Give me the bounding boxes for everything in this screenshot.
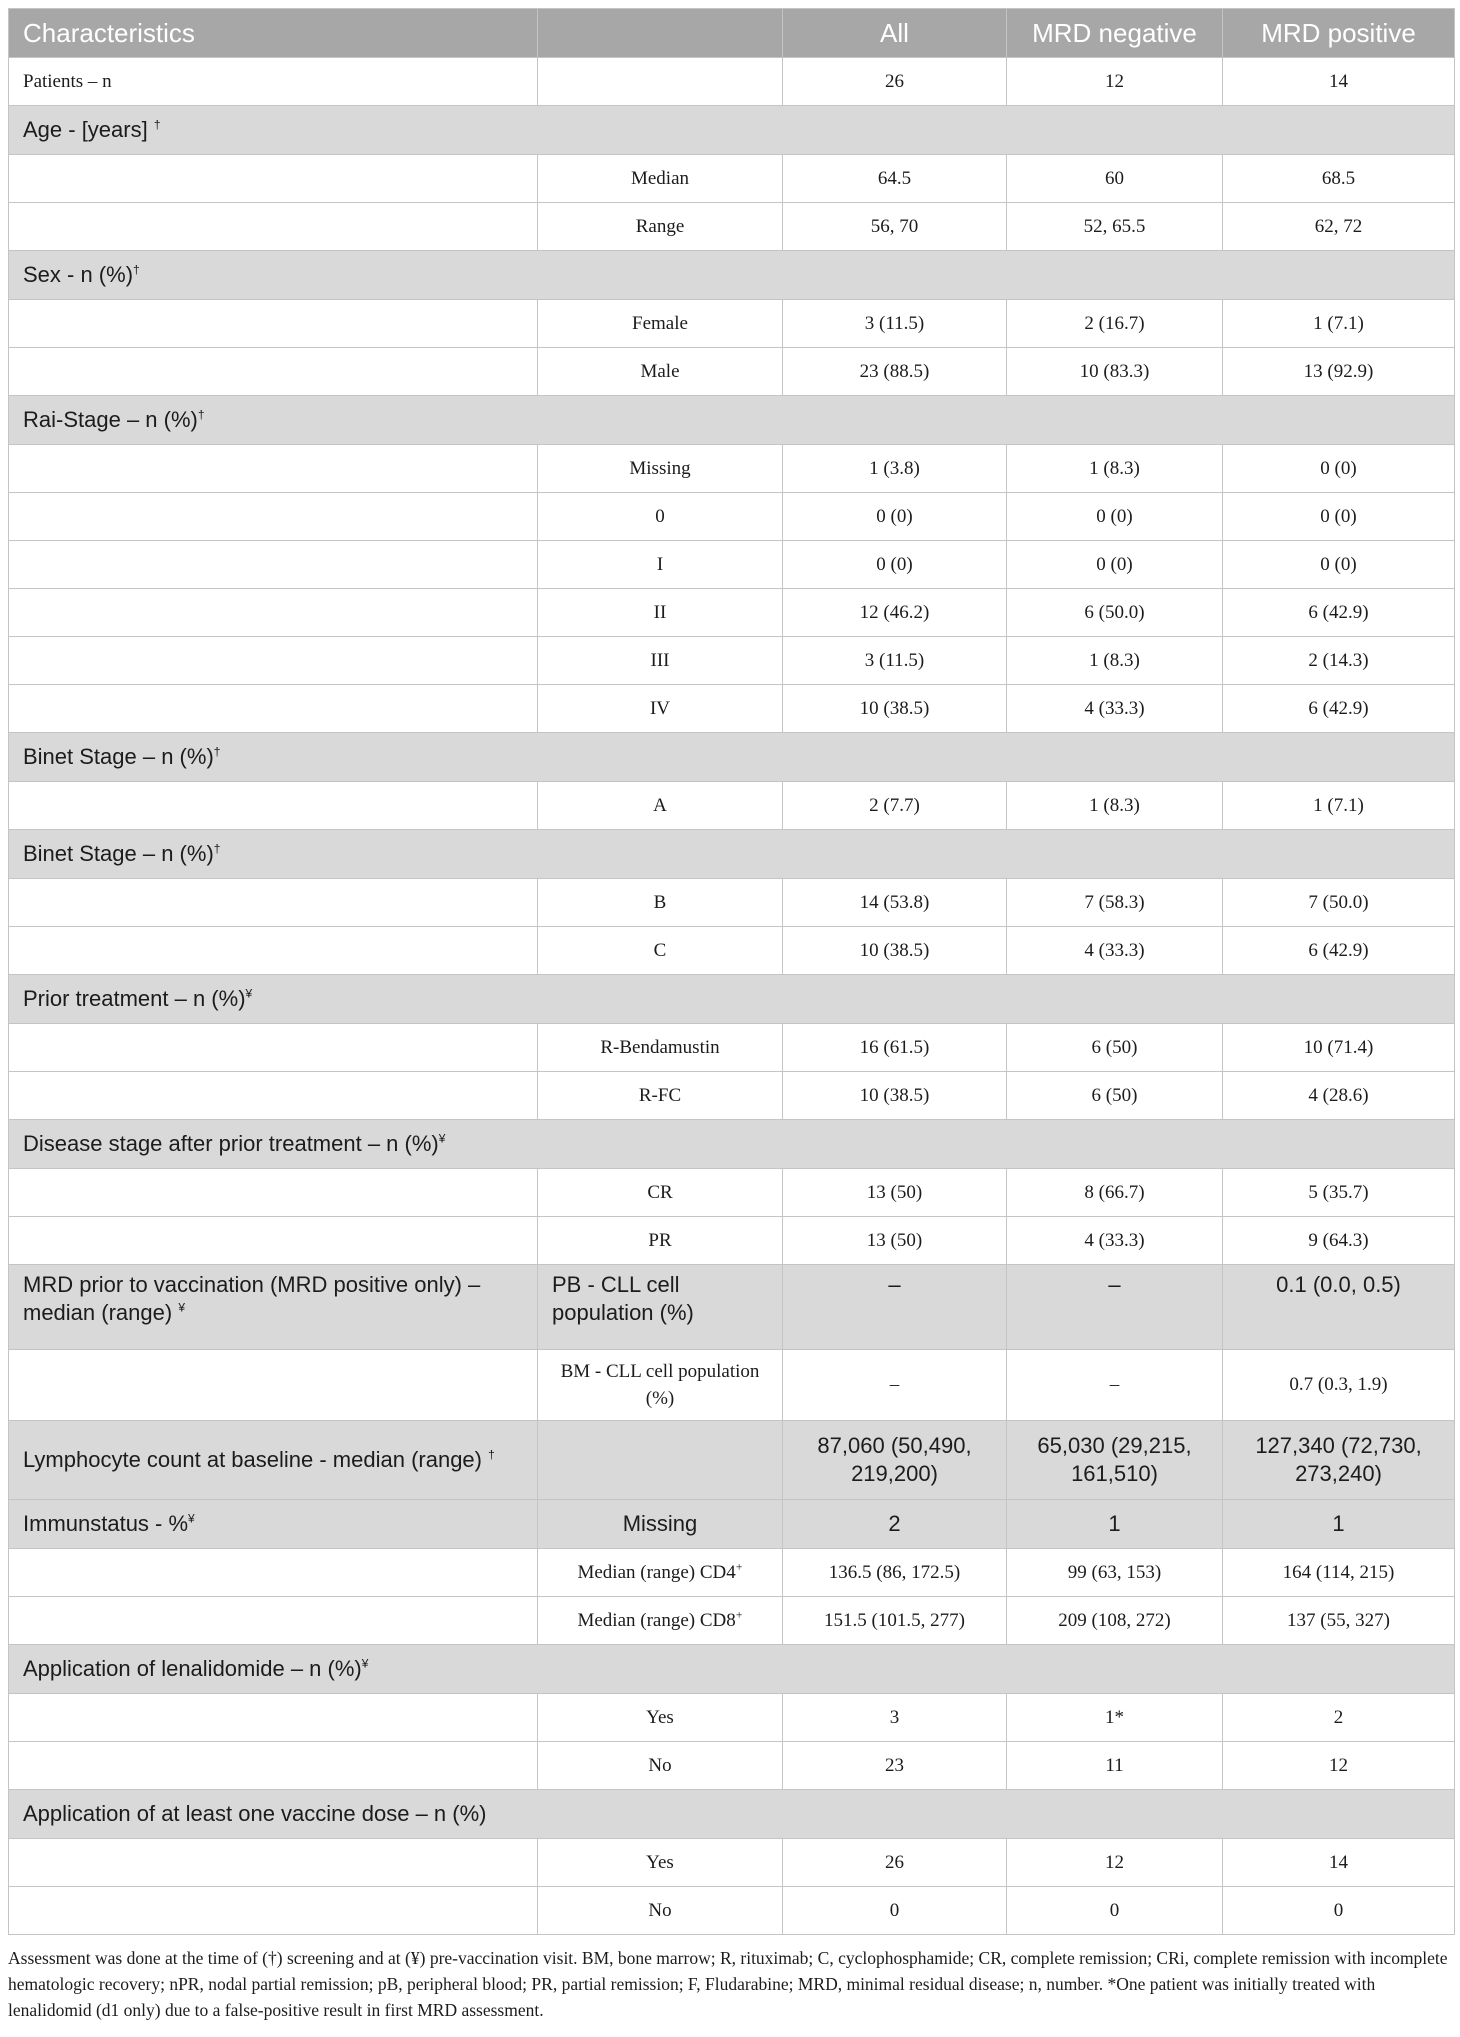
lymphocyte-all: 87,060 (50,490, 219,200) [783,1421,1007,1500]
lymphocyte-label: Lymphocyte count at baseline - median (range) † [9,1421,538,1500]
immunstatus-cd4-all: 136.5 (86, 172.5) [783,1549,1007,1597]
row-subcategory: No [538,1887,783,1935]
column-header-subcategory [538,9,783,58]
row-mrd-negative-value: 6 (50) [1007,1024,1223,1072]
row-subcategory: IV [538,685,783,733]
row-mrd-positive-value: 12 [1223,1742,1455,1790]
immunstatus-label: Immunstatus - %¥ [9,1500,538,1549]
row-mrd-positive-value: 1 (7.1) [1223,782,1455,830]
row-mrd-negative-value: 1* [1007,1694,1223,1742]
row-mrd-negative-value: 6 (50) [1007,1072,1223,1120]
table-row [9,879,1455,927]
section-header-row [9,1120,1455,1169]
immunstatus-missing-sub: Missing [538,1500,783,1549]
table-row [9,589,1455,637]
row-mrd-positive-value: 0 (0) [1223,493,1455,541]
row-empty-cell [9,493,538,541]
row-all-value: 26 [783,1839,1007,1887]
row-all-value: 10 (38.5) [783,1072,1007,1120]
table-row [9,300,1455,348]
table-row [9,927,1455,975]
row-empty-cell [9,782,538,830]
row-mrd-positive-value: 5 (35.7) [1223,1169,1455,1217]
row-all-value: 13 (50) [783,1217,1007,1265]
immunstatus-cd8-neg: 209 (108, 272) [1007,1597,1223,1645]
row-mrd-negative-value: 1 (8.3) [1007,782,1223,830]
section-header-row [9,106,1455,155]
patients-pos: 14 [1223,58,1455,106]
immunstatus-cd4-neg: 99 (63, 153) [1007,1549,1223,1597]
section-header-row [9,733,1455,782]
mrd-prior-pb-pos: 0.1 (0.0, 0.5) [1223,1265,1455,1350]
row-subcategory: Yes [538,1694,783,1742]
table-row [9,1024,1455,1072]
row-all-value: 64.5 [783,155,1007,203]
row-empty-cell [9,1694,538,1742]
section-header-row [9,251,1455,300]
patients-neg: 12 [1007,58,1223,106]
row-empty-cell [9,300,538,348]
section-header-row [9,830,1455,879]
table-body-top [9,58,1455,1265]
row-mrd-negative-value: 0 (0) [1007,541,1223,589]
row-empty-cell [9,445,538,493]
row-all-value: 0 [783,1887,1007,1935]
immunstatus-cd4-empty [9,1549,538,1597]
row-all-value: 0 (0) [783,541,1007,589]
row-empty-cell [9,1839,538,1887]
row-subcategory: CR [538,1169,783,1217]
row-mrd-positive-value: 1 (7.1) [1223,300,1455,348]
row-subcategory: III [538,637,783,685]
cd4-label: Median (range) CD4+ [577,1559,743,1583]
row-empty-cell [9,879,538,927]
row-mrd-negative-value: 8 (66.7) [1007,1169,1223,1217]
row-mrd-positive-value: 14 [1223,1839,1455,1887]
row-mrd-negative-value: 4 (33.3) [1007,685,1223,733]
section-header-row [9,1645,1455,1694]
row-mrd-positive-value: 68.5 [1223,155,1455,203]
lymphocyte-neg: 65,030 (29,215, 161,510) [1007,1421,1223,1500]
row-all-value: 3 (11.5) [783,300,1007,348]
mrd-prior-bm-sub: BM - CLL cell population (%) [538,1350,783,1421]
section-title: Age - [years] † [9,106,1455,155]
immunstatus-missing-neg: 1 [1007,1500,1223,1549]
row-mrd-positive-value: 2 [1223,1694,1455,1742]
row-all-value: 10 (38.5) [783,685,1007,733]
table-row [9,493,1455,541]
row-mrd-negative-value: 52, 65.5 [1007,203,1223,251]
row-all-value: 14 (53.8) [783,879,1007,927]
mrd-prior-bm-all: – [783,1350,1007,1421]
row-mrd-positive-value: 6 (42.9) [1223,685,1455,733]
row-mrd-negative-value: 0 [1007,1887,1223,1935]
row-subcategory: Missing [538,445,783,493]
table-row [9,1694,1455,1742]
table-row [9,348,1455,396]
mrd-prior-bm-empty [9,1350,538,1421]
row-mrd-negative-value: 6 (50.0) [1007,589,1223,637]
row-subcategory: Male [538,348,783,396]
row-all-value: 3 (11.5) [783,637,1007,685]
section-title: Application of lenalidomide – n (%)¥ [9,1645,1455,1694]
immunstatus-missing-pos: 1 [1223,1500,1455,1549]
row-empty-cell [9,348,538,396]
table-row [9,155,1455,203]
mrd-prior-label: MRD prior to vaccination (MRD positive only) – median (range) ¥ [9,1265,538,1350]
row-subcategory: I [538,541,783,589]
immunstatus-cd8-pos: 137 (55, 327) [1223,1597,1455,1645]
section-title: Sex - n (%)† [9,251,1455,300]
table-header-row [9,9,1455,58]
row-mrd-positive-value: 9 (64.3) [1223,1217,1455,1265]
row-empty-cell [9,685,538,733]
mrd-prior-bm-row [9,1350,1455,1421]
table-body-bottom [9,1645,1455,1935]
table-row [9,1887,1455,1935]
lymphocyte-row [9,1421,1455,1500]
row-empty-cell [9,589,538,637]
patients-row [9,58,1455,106]
row-mrd-positive-value: 10 (71.4) [1223,1024,1455,1072]
row-empty-cell [9,1024,538,1072]
row-mrd-negative-value: 1 (8.3) [1007,637,1223,685]
immunstatus-row [9,1500,1455,1549]
row-empty-cell [9,203,538,251]
table-row [9,1217,1455,1265]
column-header-mrd-positive: MRD positive [1223,9,1455,58]
row-subcategory: A [538,782,783,830]
row-empty-cell [9,1072,538,1120]
row-subcategory: Female [538,300,783,348]
immunstatus-missing-all: 2 [783,1500,1007,1549]
row-empty-cell [9,1887,538,1935]
row-mrd-positive-value: 6 (42.9) [1223,927,1455,975]
row-subcategory: 0 [538,493,783,541]
row-all-value: 23 [783,1742,1007,1790]
table-footnote: Assessment was done at the time of (†) screening and at (¥) pre-vaccination visit. BM, bone marrow; R, rituximab; C, cyclophosphamide; CR, complete remission; CRi, complete remission with incomplete hematologic recovery; nPR, nodal partial remission; pB, peripheral blood; PR, partial remission; F, Fludarabine; MRD, minimal residual disease; n, number. *One patient was initially treated with lenalidomid (d1 only) due to a false-positive result in first MRD assessment. [8,1948,1448,2020]
table-container [8,8,1454,2023]
column-header-characteristics: Characteristics [9,9,538,58]
table-row [9,1169,1455,1217]
row-mrd-positive-value: 0 (0) [1223,541,1455,589]
row-all-value: 13 (50) [783,1169,1007,1217]
row-mrd-negative-value: 7 (58.3) [1007,879,1223,927]
row-all-value: 56, 70 [783,203,1007,251]
row-mrd-positive-value: 0 (0) [1223,445,1455,493]
table-row [9,1839,1455,1887]
row-empty-cell [9,1742,538,1790]
row-mrd-negative-value: 4 (33.3) [1007,1217,1223,1265]
section-title: Binet Stage – n (%)† [9,830,1455,879]
cd8-label: Median (range) CD8+ [577,1607,743,1631]
row-subcategory: Median [538,155,783,203]
row-all-value: 23 (88.5) [783,348,1007,396]
table-row [9,782,1455,830]
row-empty-cell [9,541,538,589]
column-header-all: All [783,9,1007,58]
row-mrd-positive-value: 62, 72 [1223,203,1455,251]
patients-label: Patients – n [9,58,538,106]
table-row [9,445,1455,493]
mrd-prior-bm-neg: – [1007,1350,1223,1421]
row-subcategory: R-Bendamustin [538,1024,783,1072]
row-empty-cell [9,1217,538,1265]
section-title: Disease stage after prior treatment – n (%)¥ [9,1120,1455,1169]
row-mrd-positive-value: 2 (14.3) [1223,637,1455,685]
row-subcategory: Range [538,203,783,251]
row-subcategory: C [538,927,783,975]
row-mrd-positive-value: 4 (28.6) [1223,1072,1455,1120]
patients-sub [538,58,783,106]
mrd-prior-pb-row [9,1265,1455,1350]
lymphocyte-sub [538,1421,783,1500]
lymphocyte-pos: 127,340 (72,730, 273,240) [1223,1421,1455,1500]
column-header-mrd-negative: MRD negative [1007,9,1223,58]
row-mrd-negative-value: 60 [1007,155,1223,203]
section-title: Application of at least one vaccine dose – n (%) [9,1790,1455,1839]
row-empty-cell [9,637,538,685]
table-row [9,637,1455,685]
section-title: Rai-Stage – n (%)† [9,396,1455,445]
row-all-value: 16 (61.5) [783,1024,1007,1072]
row-mrd-positive-value: 0 [1223,1887,1455,1935]
row-subcategory: No [538,1742,783,1790]
row-all-value: 10 (38.5) [783,927,1007,975]
mrd-prior-pb-all: – [783,1265,1007,1350]
mrd-prior-bm-pos: 0.7 (0.3, 1.9) [1223,1350,1455,1421]
section-header-row [9,975,1455,1024]
row-empty-cell [9,155,538,203]
section-title: Binet Stage – n (%)† [9,733,1455,782]
immunstatus-cd4-pos: 164 (114, 215) [1223,1549,1455,1597]
immunstatus-cd8-all: 151.5 (101.5, 277) [783,1597,1007,1645]
row-subcategory: B [538,879,783,927]
row-all-value: 1 (3.8) [783,445,1007,493]
row-all-value: 2 (7.7) [783,782,1007,830]
table-row [9,1742,1455,1790]
table-row [9,203,1455,251]
row-empty-cell [9,927,538,975]
row-mrd-positive-value: 6 (42.9) [1223,589,1455,637]
row-subcategory: R-FC [538,1072,783,1120]
section-title: Prior treatment – n (%)¥ [9,975,1455,1024]
row-empty-cell [9,1169,538,1217]
row-mrd-negative-value: 1 (8.3) [1007,445,1223,493]
row-mrd-negative-value: 11 [1007,1742,1223,1790]
row-mrd-negative-value: 4 (33.3) [1007,927,1223,975]
section-header-row [9,396,1455,445]
characteristics-table [8,8,1455,1935]
row-mrd-negative-value: 0 (0) [1007,493,1223,541]
row-all-value: 12 (46.2) [783,589,1007,637]
mrd-prior-pb-neg: – [1007,1265,1223,1350]
table-row [9,1072,1455,1120]
row-mrd-negative-value: 12 [1007,1839,1223,1887]
immunstatus-cd4-sub [538,1549,783,1597]
immunstatus-cd8-sub [538,1597,783,1645]
row-all-value: 0 (0) [783,493,1007,541]
row-subcategory: II [538,589,783,637]
row-mrd-positive-value: 13 (92.9) [1223,348,1455,396]
immunstatus-cd8-empty [9,1597,538,1645]
mrd-prior-pb-sub: PB - CLL cell population (%) [538,1265,783,1350]
immunstatus-cd4-row [9,1549,1455,1597]
row-all-value: 3 [783,1694,1007,1742]
patients-all: 26 [783,58,1007,106]
row-subcategory: PR [538,1217,783,1265]
immunstatus-cd8-row [9,1597,1455,1645]
row-subcategory: Yes [538,1839,783,1887]
table-row [9,685,1455,733]
table-body-mid [9,1265,1455,1645]
row-mrd-positive-value: 7 (50.0) [1223,879,1455,927]
row-mrd-negative-value: 10 (83.3) [1007,348,1223,396]
table-row [9,541,1455,589]
section-header-row [9,1790,1455,1839]
row-mrd-negative-value: 2 (16.7) [1007,300,1223,348]
